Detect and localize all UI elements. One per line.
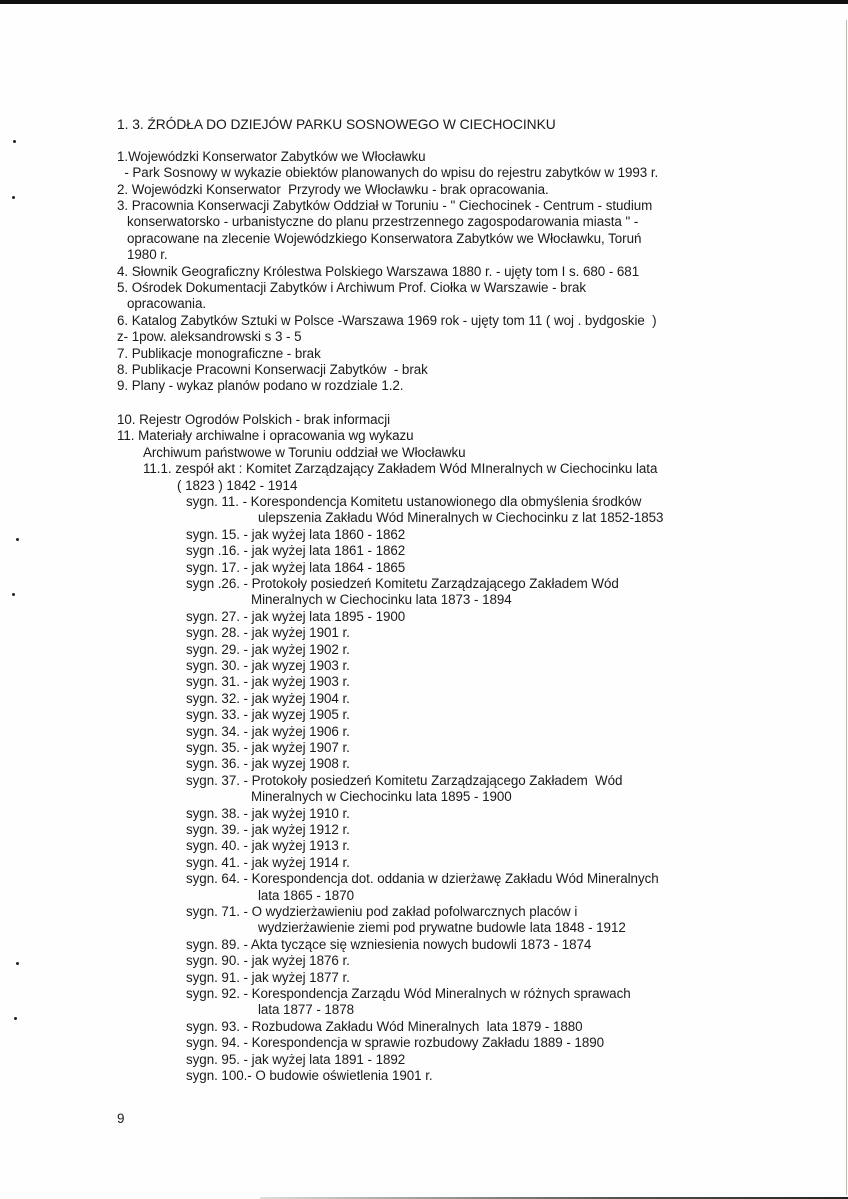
text-line: 11. Materiały archiwalne i opracowania wg wykazu [117,428,414,443]
text-line: sygn. 33. - jak wyzej 1905 r. [186,707,350,722]
text-line: sygn. 27. - jak wyżej lata 1895 - 1900 [186,609,406,624]
text-line: 2. Wojewódzki Konserwator Przyrody we Włocławku - brak opracowania. [117,182,549,197]
text-line: sygn. 94. - Korespondencja w sprawie rozbudowy Zakładu 1889 - 1890 [186,1035,605,1050]
text-line: sygn. 38. - jak wyżej 1910 r. [186,806,350,821]
text-line: ( 1823 ) 1842 - 1914 [177,478,298,493]
text-line: opracowania. [127,296,207,311]
text-line: 3. Pracownia Konserwacji Zabytków Oddział w Toruniu - " Ciechocinek - Centrum - studium [117,198,653,213]
text-line: Mineralnych w Ciechocinku lata 1873 - 1894 [251,592,512,607]
text-line: 10. Rejestr Ogrodów Polskich - brak informacji [117,412,391,427]
text-line: sygn. 37. - Protokoły posiedzeń Komitetu Zarządzającego Zakładem Wód [186,773,623,788]
text-line: sygn. 15. - jak wyżej lata 1860 - 1862 [186,527,406,542]
text-line: sygn. 36. - jak wyzej 1908 r. [186,756,350,771]
text-line: sygn. 91. - jak wyżej 1877 r. [186,970,350,985]
text-line: sygn. 71. - O wydzierżawieniu pod zakład pofolwarcznych placów i [186,904,578,919]
text-line: wydzierżawienie ziemi pod prywatne budowle lata 1848 - 1912 [258,920,626,935]
text-line: sygn .16. - jak wyżej lata 1861 - 1862 [186,543,406,558]
text-line: 1980 r. [127,247,168,262]
text-line: konserwatorsko - urbanistyczne do planu przestrzennego zagospodarowania miasta " - [127,214,639,229]
text-line: 6. Katalog Zabytków Sztuki w Polsce -Warszawa 1969 rok - ujęty tom 11 ( woj . bydgoskie ) [117,313,657,328]
section-title: 1. 3. ŹRÓDŁA DO DZIEJÓW PARKU SOSNOWEGO W CIECHOCINKU [117,117,556,132]
text-line: sygn. 17. - jak wyżej lata 1864 - 1865 [186,560,406,575]
text-line: lata 1865 - 1870 [258,888,354,903]
text-line: sygn. 11. - Korespondencja Komitetu ustanowionego dla obmyślenia środków [186,494,642,509]
text-line: sygn. 32. - jak wyżej 1904 r. [186,691,350,706]
text-line: opracowane na zlecenie Wojewódzkiego Konserwatora Zabytków we Włocławku, Toruń [127,231,642,246]
text-line: sygn. 35. - jak wyżej 1907 r. [186,740,350,755]
text-line: sygn. 90. - jak wyżej 1876 r. [186,953,350,968]
page-number: 9 [117,1111,125,1126]
text-line: sygn. 95. - jak wyżej lata 1891 - 1892 [186,1052,406,1067]
text-line: sygn. 64. - Korespondencja dot. oddania w dzierżawę Zakładu Wód Mineralnych [186,871,659,886]
text-line: 9. Plany - wykaz planów podano w rozdziale 1.2. [117,378,404,393]
text-line: sygn. 41. - jak wyżej 1914 r. [186,855,350,870]
text-line: sygn .26. - Protokoły posiedzeń Komitetu Zarządzającego Zakładem Wód [186,576,619,591]
text-line: sygn. 28. - jak wyżej 1901 r. [186,625,350,640]
text-line: 1.Wojewódzki Konserwator Zabytków we Włocławku [117,149,426,164]
text-line: Mineralnych w Ciechocinku lata 1895 - 1900 [251,789,512,804]
text-line: - Park Sosnowy w wykazie obiektów planowanych do wpisu do rejestru zabytków w 1993 r. [117,165,659,180]
text-line: 11.1. zespół akt : Komitet Zarządzający Zakładem Wód MIneralnych w Ciechocinku lata [143,461,658,476]
text-line: z- 1pow. aleksandrowski s 3 - 5 [117,329,302,344]
text-line: 7. Publikacje monograficzne - brak [117,346,321,361]
text-line: 8. Publikacje Pracowni Konserwacji Zabytków - brak [117,362,428,377]
text-line: sygn. 30. - jak wyzej 1903 r. [186,658,350,673]
text-line: lata 1877 - 1878 [258,1002,354,1017]
text-line: ulepszenia Zakładu Wód Mineralnych w Ciechocinku z lat 1852-1853 [258,510,664,525]
text-line: sygn. 100.- O budowie oświetlenia 1901 r. [186,1068,433,1083]
text-line: sygn. 31. - jak wyżej 1903 r. [186,674,350,689]
text-line: sygn. 29. - jak wyżej 1902 r. [186,642,350,657]
text-line: sygn. 34. - jak wyżej 1906 r. [186,724,350,739]
text-line: sygn. 39. - jak wyżej 1912 r. [186,822,350,837]
text-line: 4. Słownik Geograficzny Królestwa Polskiego Warszawa 1880 r. - ujęty tom I s. 680 - 681 [117,264,640,279]
text-line: sygn. 92. - Korespondencja Zarządu Wód Mineralnych w różnych sprawach [186,986,631,1001]
text-line: sygn. 40. - jak wyżej 1913 r. [186,838,350,853]
text-line: sygn. 89. - Akta tyczące się wzniesienia nowych budowli 1873 - 1874 [186,937,592,952]
text-line: Archiwum państwowe w Toruniu oddział we Włocławku [143,445,466,460]
text-line: sygn. 93. - Rozbudowa Zakładu Wód Mineralnych lata 1879 - 1880 [186,1019,583,1034]
text-line: 5. Ośrodek Dokumentacji Zabytków i Archiwum Prof. Ciołka w Warszawie - brak [117,280,587,295]
